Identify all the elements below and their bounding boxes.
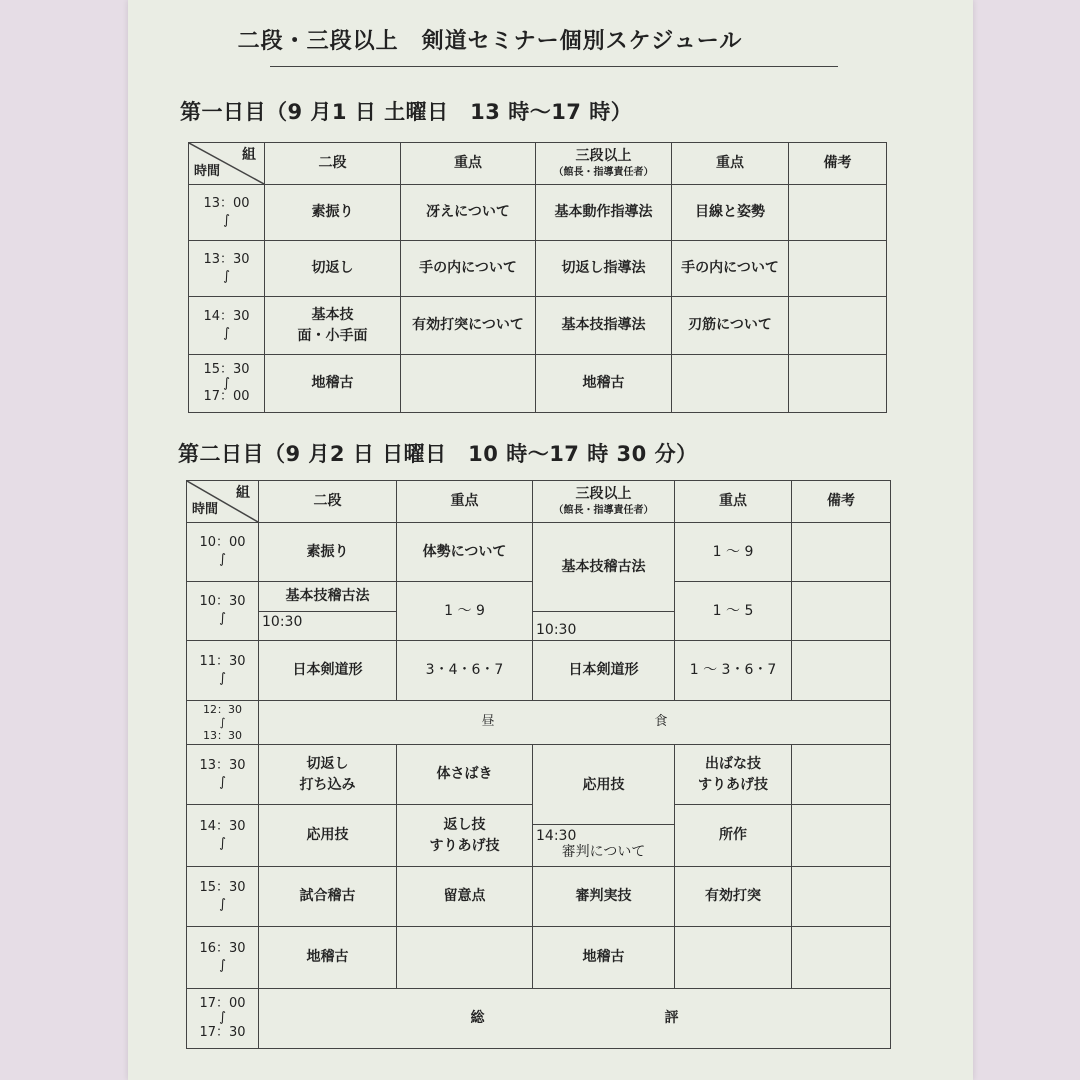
juten-cell: 1 ～ 5 — [675, 582, 792, 641]
biko-cell — [792, 805, 891, 867]
header-nidan: 二段 — [265, 143, 401, 185]
final-review-cell: 総評 — [259, 989, 891, 1049]
nidan-cell: 日本剣道形 — [259, 641, 397, 701]
kumi-label: 組 — [242, 147, 256, 163]
juten-cell — [401, 355, 536, 413]
juten-cell: 留意点 — [397, 867, 533, 927]
biko-cell — [792, 745, 891, 805]
table-row — [187, 523, 891, 582]
juten-cell: 有効打突について — [401, 297, 536, 355]
juten-cell: 1 ～ 9 — [397, 582, 533, 641]
day1-schedule-table — [188, 142, 887, 413]
juten-cell: 目線と姿勢 — [672, 185, 789, 241]
table-row — [187, 745, 891, 805]
sandan-cell: 地稽古 — [536, 355, 672, 413]
day1-header-row — [189, 143, 887, 185]
sandan-cell: 日本剣道形 — [533, 641, 675, 701]
sandan-merged-cell — [533, 745, 675, 867]
nidan-cell: 応用技 — [259, 805, 397, 867]
time-cell: 11：30 ∫ — [187, 641, 259, 701]
juten-cell: 返し技 すりあげ技 — [397, 805, 533, 867]
kumi-label: 組 — [236, 485, 250, 501]
biko-cell — [792, 927, 891, 989]
time-cell: 10：00 ∫ — [187, 523, 259, 582]
juten-cell: 体さばき — [397, 745, 533, 805]
biko-cell — [789, 355, 887, 413]
document-title: 二段・三段以上 剣道セミナー個別スケジュール — [237, 29, 743, 54]
table-row — [189, 241, 887, 297]
time-cell: 15：30 ∫ — [187, 867, 259, 927]
sandan-cell: 審判について — [561, 844, 646, 861]
sandan-cell: 基本技指導法 — [536, 297, 672, 355]
juten-cell: 有効打突 — [675, 867, 792, 927]
time-note: 10:30 — [536, 621, 577, 638]
nidan-cell: 素振り — [259, 523, 397, 582]
day2-header-row — [187, 481, 891, 523]
nidan-cell: 基本技稽古法 — [259, 583, 396, 612]
nidan-cell: 切返し — [265, 241, 401, 297]
biko-cell — [789, 297, 887, 355]
nidan-note-area — [259, 612, 396, 640]
header-juten-1: 重点 — [397, 481, 533, 523]
biko-cell — [792, 523, 891, 582]
nidan-cell: 基本技 面・小手面 — [265, 297, 401, 355]
header-juten-2: 重点 — [672, 143, 789, 185]
biko-cell — [792, 867, 891, 927]
juten-cell: 1 ～ 3・6・7 — [675, 641, 792, 701]
juten-cell — [397, 927, 533, 989]
juten-cell: 手の内について — [401, 241, 536, 297]
juten-cell — [672, 355, 789, 413]
nidan-cell: 地稽古 — [259, 927, 397, 989]
biko-cell — [792, 582, 891, 641]
juten-cell: 出ばな技 すりあげ技 — [675, 745, 792, 805]
sandan-cell: 切返し指導法 — [536, 241, 672, 297]
nidan-cell: 試合稽古 — [259, 867, 397, 927]
table-row — [189, 185, 887, 241]
header-nidan: 二段 — [259, 481, 397, 523]
nidan-split-cell — [259, 582, 397, 641]
biko-cell — [789, 241, 887, 297]
nidan-cell: 切返し 打ち込み — [259, 745, 397, 805]
juten-cell: 1 ～ 9 — [675, 523, 792, 582]
header-corner-cell — [187, 481, 259, 523]
day2-heading: 第二日目（9 月2 日 日曜日 10 時～17 時 30 分） — [178, 442, 698, 466]
header-sandan-label: 三段以上 — [575, 486, 632, 503]
header-sandan-sub: （館長・指導責任者） — [553, 167, 654, 179]
table-row — [189, 297, 887, 355]
time-cell: 13：30 ∫ — [187, 745, 259, 805]
header-juten-2: 重点 — [675, 481, 792, 523]
header-sandan — [536, 143, 672, 185]
juten-cell: 所作 — [675, 805, 792, 867]
table-row — [189, 355, 887, 413]
time-cell: 13：00 ∫ — [189, 185, 265, 241]
jikan-label: 時間 — [192, 502, 219, 518]
table-row — [187, 867, 891, 927]
time-cell: 13：30 ∫ — [189, 241, 265, 297]
sandan-cell: 審判実技 — [533, 867, 675, 927]
sandan-note-area — [533, 612, 674, 640]
day1-heading: 第一日目（9 月1 日 土曜日 13 時～17 時） — [180, 100, 633, 124]
juten-cell: 手の内について — [672, 241, 789, 297]
time-cell: 12：30 ∫ 13：30 — [187, 701, 259, 745]
time-cell: 16：30 ∫ — [187, 927, 259, 989]
juten-cell: 体勢について — [397, 523, 533, 582]
header-sandan-label: 三段以上 — [575, 148, 632, 165]
lunch-cell: 昼食 — [259, 701, 891, 745]
title-underline — [270, 66, 838, 67]
time-cell: 14：30 ∫ — [187, 805, 259, 867]
nidan-cell: 地稽古 — [265, 355, 401, 413]
header-sandan — [533, 481, 675, 523]
final-row — [187, 989, 891, 1049]
header-biko: 備考 — [789, 143, 887, 185]
juten-cell: 3・4・6・7 — [397, 641, 533, 701]
table-row — [187, 641, 891, 701]
juten-cell: 刃筋について — [672, 297, 789, 355]
time-cell: 10：30 ∫ — [187, 582, 259, 641]
lunch-row — [187, 701, 891, 745]
header-biko: 備考 — [792, 481, 891, 523]
time-note: 14:30 — [536, 827, 577, 844]
header-corner-cell — [189, 143, 265, 185]
sandan-note-area — [533, 825, 674, 865]
time-cell: 17：00 ∫ 17：30 — [187, 989, 259, 1049]
nidan-cell: 素振り — [265, 185, 401, 241]
header-sandan-sub: （館長・指導責任者） — [553, 505, 654, 517]
juten-cell — [675, 927, 792, 989]
time-cell: 14：30 ∫ — [189, 297, 265, 355]
sandan-cell: 基本技稽古法 — [533, 523, 674, 612]
sandan-cell: 地稽古 — [533, 927, 675, 989]
biko-cell — [789, 185, 887, 241]
sandan-cell: 応用技 — [533, 746, 674, 825]
day2-schedule-table — [186, 480, 891, 1049]
sandan-cell: 基本動作指導法 — [536, 185, 672, 241]
biko-cell — [792, 641, 891, 701]
header-juten-1: 重点 — [401, 143, 536, 185]
time-note: 10:30 — [262, 613, 303, 630]
juten-cell: 冴えについて — [401, 185, 536, 241]
table-row — [187, 927, 891, 989]
jikan-label: 時間 — [194, 164, 221, 180]
sandan-merged-cell — [533, 523, 675, 641]
time-cell: 15：30 ∫ 17：00 — [189, 355, 265, 413]
